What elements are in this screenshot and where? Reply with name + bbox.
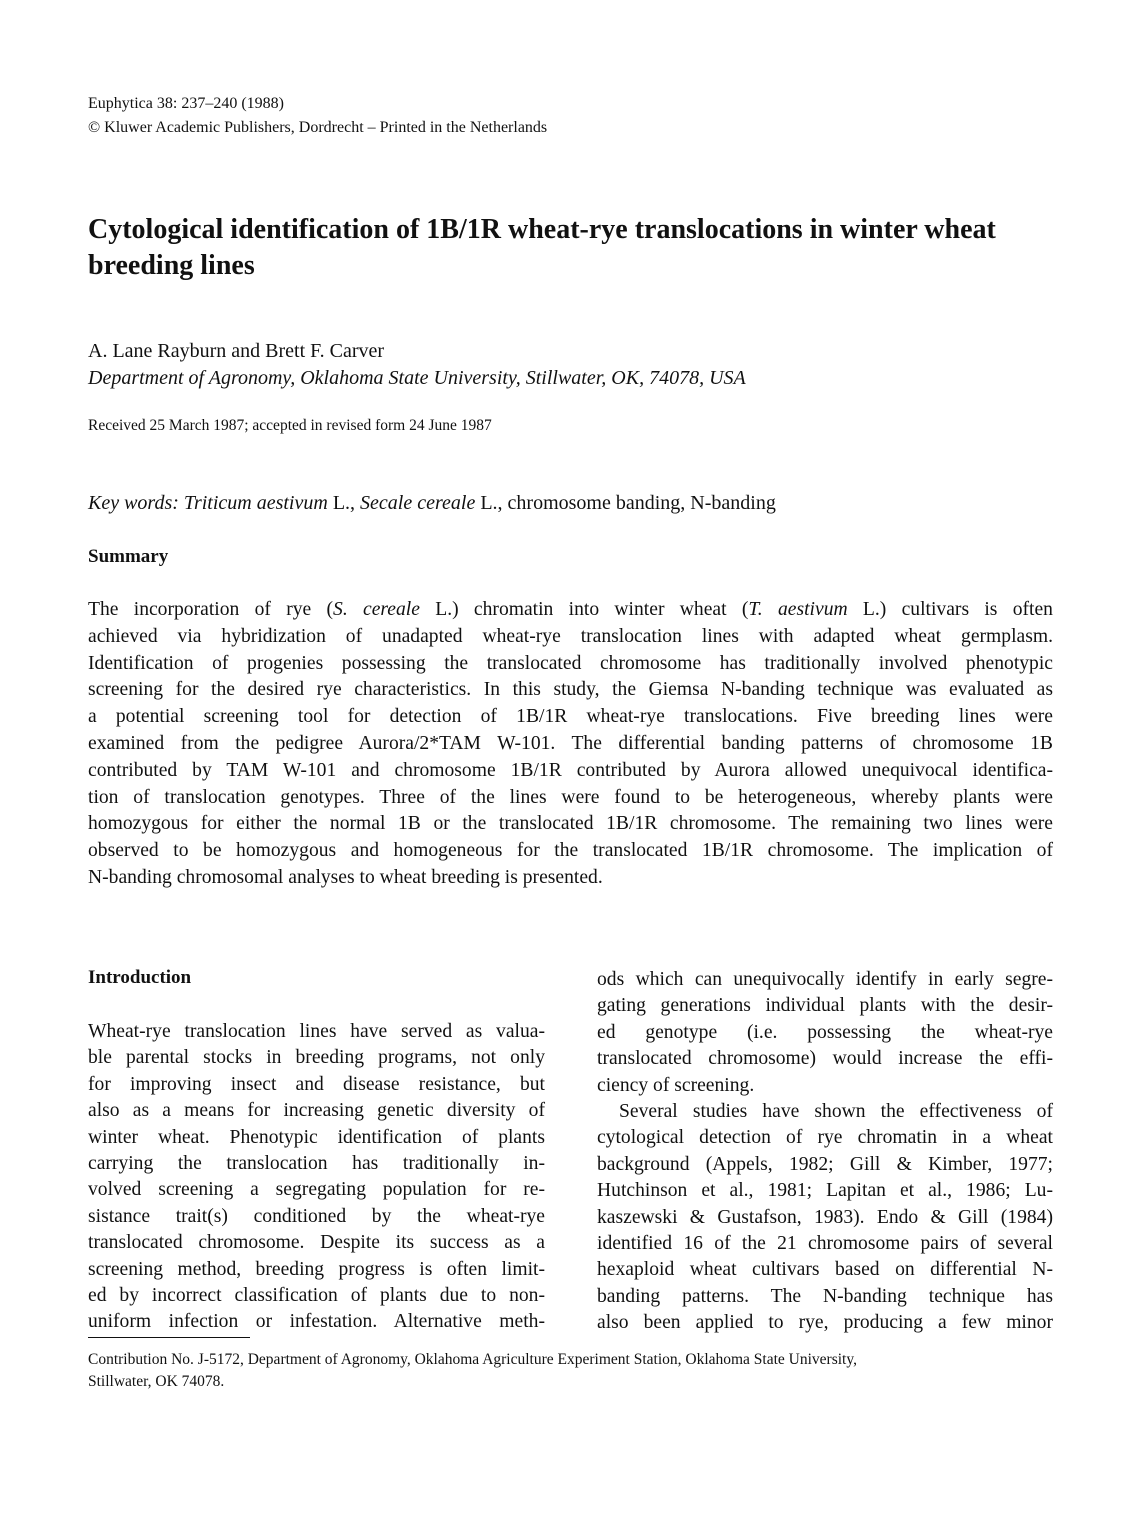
copyright-line: © Kluwer Academic Publishers, Dordrecht – Printed in the Netherlands: [88, 119, 548, 136]
text-line: translocated chromosome. Despite its success as a: [88, 1232, 545, 1254]
text-segment: Key words:: [88, 492, 184, 514]
text-line: cytological detection of rye chromatin in a wheat: [597, 1127, 1053, 1149]
text-line: Identification of progenies possessing the translocated chromosome has traditionally involved phenotypic: [88, 652, 1053, 674]
keywords: [88, 492, 776, 515]
left-column-text: [88, 1019, 545, 1336]
paper-title: [88, 212, 1068, 284]
text-line: translocated chromosome) would increase the effi-: [597, 1048, 1053, 1070]
right-column-text: [597, 967, 1053, 1336]
footnote-line: Contribution No. J-5172, Department of Agronomy, Oklahoma Agriculture Experiment Station, Oklahoma State University,: [88, 1351, 857, 1368]
text-line: Wheat-rye translocation lines have served as valua-: [88, 1021, 545, 1042]
text-line: contributed by TAM W-101 and chromosome 1B/1R contributed by Aurora allowed unequivocal identifica-: [88, 759, 1053, 781]
received-dates: Received 25 March 1987; accepted in revised form 24 June 1987: [88, 417, 492, 434]
text-line: a potential screening tool for detection of 1B/1R wheat-rye translocations. Five breeding lines were: [88, 706, 1053, 728]
text-line: hexaploid wheat cultivars based on differential N-: [597, 1259, 1053, 1281]
text-line: screening method, breeding progress is often limit-: [88, 1258, 545, 1280]
affiliation: Department of Agronomy, Oklahoma State University, Stillwater, OK, 74078, USA: [88, 367, 746, 389]
summary-text: [88, 597, 1053, 892]
text-segment: L.) chromatin into winter wheat (: [419, 599, 749, 620]
text-line: ciency of screening.: [597, 1074, 755, 1096]
text-line: ed by incorrect classification of plants due to non-: [88, 1284, 545, 1306]
text-line: uniform infection or infestation. Alternative meth-: [88, 1311, 545, 1333]
authors: A. Lane Rayburn and Brett F. Carver: [88, 340, 385, 362]
text-segment: S. cereale: [333, 599, 420, 620]
text-line: carrying the translocation has traditionally in-: [88, 1152, 545, 1174]
text-line: observed to be homozygous and homogeneous for the translocated 1B/1R chromosome. The implication of: [88, 840, 1053, 862]
text-line: Hutchinson et al., 1981; Lapitan et al., 1986; Lu-: [597, 1180, 1053, 1202]
running-header: [88, 92, 547, 140]
text-line: kaszewski & Gustafson, 1983). Endo & Gill (1984): [597, 1206, 1053, 1228]
text-line: volved screening a segregating population for re-: [88, 1179, 545, 1201]
text-line: examined from the pedigree Aurora/2*TAM W-101. The differential banding patterns of chromosome 1B: [88, 732, 1053, 754]
text-line: ed genotype (i.e. possessing the wheat-rye: [597, 1021, 1053, 1043]
text-line: sistance trait(s) conditioned by the wheat-rye: [88, 1205, 545, 1227]
text-line: identified 16 of the 21 chromosome pairs of several: [597, 1232, 1053, 1254]
text-line: gating generations individual plants with the desir-: [597, 995, 1053, 1017]
text-line: achieved via hybridization of unadapted wheat-rye translocation lines with adapted wheat germplasm.: [88, 625, 1053, 647]
text-line: N-banding chromosomal analyses to wheat breeding is presented.: [88, 866, 603, 888]
text-line: also been applied to rye, producing a few minor: [597, 1312, 1053, 1334]
text-segment: The incorporation of rye (: [88, 599, 334, 620]
title-line: Cytological identification of 1B/1R wheat-rye translocations in winter wheat: [88, 214, 996, 245]
text-segment: T. aestivum: [748, 599, 848, 620]
text-line: screening for the desired rye characteristics. In this study, the Giemsa N-banding technique was evaluated as: [88, 679, 1053, 701]
summary-heading: Summary: [88, 546, 169, 567]
title-line: breeding lines: [88, 250, 255, 281]
text-line: background (Appels, 1982; Gill & Kimber, 1977;: [597, 1153, 1053, 1175]
footnote-line: Stillwater, OK 74078.: [88, 1373, 225, 1390]
footnote: [88, 1349, 857, 1393]
footnote-divider: [88, 1337, 250, 1338]
author-block: [88, 338, 746, 392]
text-segment: Secale cereale: [360, 492, 476, 514]
text-segment: L.) cultivars is often: [847, 599, 1053, 620]
text-line: also as a means for increasing genetic diversity of: [88, 1100, 545, 1122]
text-line: tion of translocation genotypes. Three of the lines were found to be heterogeneous, whereby plants were: [88, 786, 1053, 808]
text-line: for improving insect and disease resistance, but: [88, 1073, 545, 1095]
text-line: ble parental stocks in breeding programs, not only: [88, 1047, 545, 1069]
journal-citation: Euphytica 38: 237–240 (1988): [88, 95, 284, 112]
text-line: Several studies have shown the effectiveness of: [619, 1100, 1053, 1122]
introduction-heading: Introduction: [88, 967, 192, 988]
text-segment: Triticum aestivum: [183, 492, 328, 514]
text-line: winter wheat. Phenotypic identification of plants: [88, 1126, 545, 1148]
text-line: banding patterns. The N-banding technique has: [597, 1285, 1053, 1307]
text-segment: L., chromosome banding, N-banding: [475, 492, 776, 514]
text-line: homozygous for either the normal 1B or the translocated 1B/1R chromosome. The remaining two lines were: [88, 813, 1053, 835]
text-line: ods which can unequivocally identify in early segre-: [597, 969, 1053, 990]
text-line: [88, 597, 1053, 624]
text-segment: L.,: [327, 492, 361, 514]
